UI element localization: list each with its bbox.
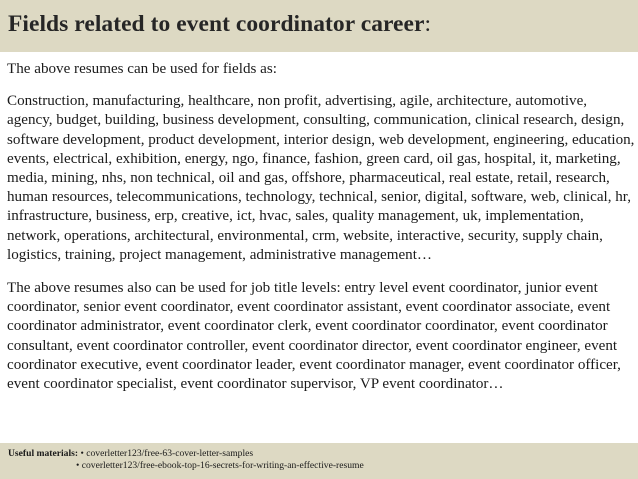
job-levels-paragraph: The above resumes also can be used for job title levels: entry level event coordinator, junior event coordinator, senior event coordinator, event coordinator assistant, event coordinator associate, event coordinator administrator, event coordinator clerk, event coordinator coordinator, event coordinator consultant, event coordinator controller, event coordinator director, event coordinator engineer, event coordinator executive, event coordinator leader, event coordinator manager, event coordinator officer, event coordinator specialist, event coordinator supervisor, VP event coordinator… <box>7 280 621 393</box>
intro-paragraph: The above resumes can be used for fields as: <box>7 61 277 77</box>
useful-materials-label: Useful materials: <box>8 448 79 459</box>
footer <box>0 443 638 479</box>
footer-link-cover-letter-samples[interactable]: • coverletter123/free-63-cover-letter-samples <box>78 448 254 459</box>
title-bar <box>0 0 638 52</box>
footer-row-1 <box>8 448 638 460</box>
page-title-colon: : <box>424 11 432 37</box>
main-content <box>7 60 635 394</box>
fields-paragraph: Construction, manufacturing, healthcare, non profit, advertising, agile, architecture, automotive, agency, budget, building, business development, consulting, communication, clinical research, design, software development, product development, interior design, web development, engineering, education, events, electrical, exhibition, energy, ngo, finance, fashion, green card, oil gas, hospital, it, marketing, media, mining, nhs, non technical, oil and gas, offshore, pharmaceutical, real estate, retail, research, human resources, telecommunications, technology, technical, senior, digital, software, web, clinical, hr, infrastructure, business, erp, creative, ict, hvac, sales, quality management, uk, implementation, network, operations, architectural, environmental, crm, website, interactive, security, supply chain, logistics, training, project management, administrative management… <box>7 93 635 263</box>
page-title <box>8 11 638 38</box>
page-title-text: Fields related to event coordinator career <box>8 11 425 37</box>
footer-row-2 <box>8 460 638 472</box>
footer-link-ebook[interactable]: • coverletter123/free-ebook-top-16-secrets-for-writing-an-effective-resume <box>76 460 364 471</box>
